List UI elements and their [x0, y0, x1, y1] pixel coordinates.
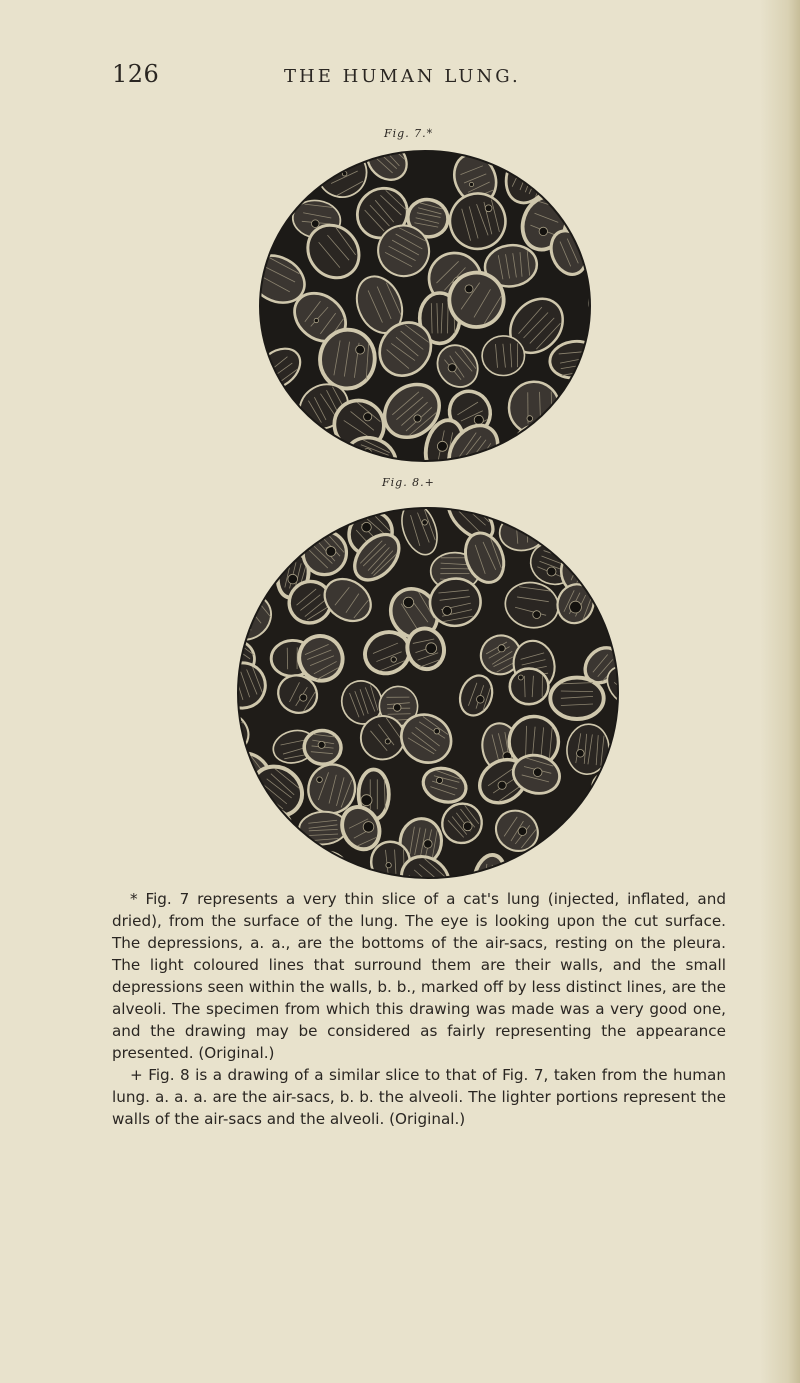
figure-8-label: Fig. 8.+ — [382, 476, 435, 489]
page-edge-shadow — [760, 0, 800, 1383]
footnote-fig7: * Fig. 7 represents a very thin slice of a cat's lung (injected, inflated, and dried), from the surface of the lung. The eye is looking upon the cut surface. The depressions, a. a., are the bottoms of the air-sacs, resting on the pleura. The light coloured lines that surround them are their walls, and the small depressions seen within the walls, b. b., marked off by less distinct lines, are the alveoli. The specimen from which this drawing was made was a very good one, and the drawing may be considered as fairly representing the appearance presented. (Original.) — [112, 890, 726, 1062]
figure-7-label: Fig. 7.* — [384, 127, 434, 140]
figure-8-lung-engraving — [232, 502, 624, 884]
page-number: 126 — [112, 60, 160, 88]
running-title: THE HUMAN LUNG. — [284, 66, 521, 87]
footnote-fig8: + Fig. 8 is a drawing of a similar slice to that of Fig. 7, taken from the human lung. a. a. a. are the air-sacs, b. b. the alveoli. The lighter portions represent the walls of the air-sacs and the alveoli. (Original.) — [112, 1066, 726, 1128]
footnotes — [112, 888, 726, 1130]
figure-7-lung-engraving — [255, 146, 595, 466]
